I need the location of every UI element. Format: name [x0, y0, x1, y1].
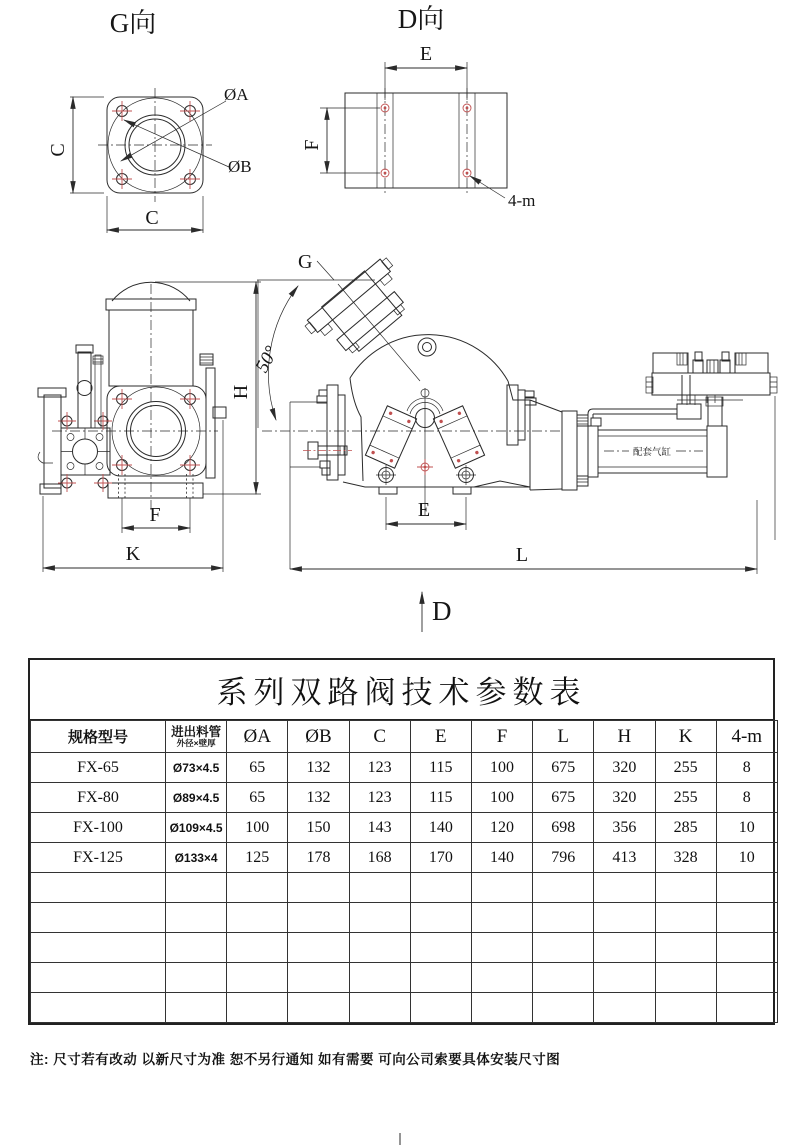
table-cell-empty: [471, 903, 532, 933]
table-cell: 65: [227, 753, 288, 783]
table-cell-empty: [410, 963, 471, 993]
table-row: [31, 783, 778, 813]
table-cell-empty: [288, 963, 349, 993]
table-cell-empty: [31, 873, 166, 903]
table-cell-empty: [533, 873, 594, 903]
table-cell-empty: [655, 933, 716, 963]
front-view: [38, 282, 261, 572]
table-header-row: [31, 721, 778, 753]
table-cell-empty: [655, 963, 716, 993]
table-cell: 100: [471, 753, 532, 783]
cylinder-label: 配套气缸: [632, 447, 672, 458]
table-cell-empty: [349, 933, 410, 963]
table-cell: 168: [349, 843, 410, 873]
table-cell-empty: [227, 933, 288, 963]
column-header-3: ØB: [288, 721, 349, 753]
table-cell-empty: [349, 993, 410, 1023]
table-cell-empty: [31, 963, 166, 993]
table-cell: Ø133×4: [166, 843, 227, 873]
table-cell-empty: [410, 873, 471, 903]
table-cell: 123: [349, 783, 410, 813]
table-cell-empty: [227, 903, 288, 933]
column-header-4: C: [349, 721, 410, 753]
table-cell: FX-80: [31, 783, 166, 813]
table-cell-empty: [227, 873, 288, 903]
table-cell: 320: [594, 753, 655, 783]
parameters-table: [28, 658, 775, 1025]
table-cell-empty: [166, 993, 227, 1023]
d-view-title: D向: [397, 4, 445, 34]
table-cell: 140: [471, 843, 532, 873]
table-cell: 132: [288, 753, 349, 783]
table-cell-empty: [471, 963, 532, 993]
table-cell: FX-125: [31, 843, 166, 873]
table-cell-empty: [288, 933, 349, 963]
angle-label: 50°: [251, 342, 283, 377]
column-header-2: ØA: [227, 721, 288, 753]
table-cell-empty: [349, 903, 410, 933]
bolt-count-label: 4-m: [508, 191, 536, 210]
right-gate-plate: [433, 406, 484, 468]
dim-e-side: E: [417, 499, 431, 521]
table-cell-empty: [410, 993, 471, 1023]
table-cell-empty: [655, 873, 716, 903]
table-cell: 413: [594, 843, 655, 873]
table-cell: FX-100: [31, 813, 166, 843]
d-direction-label: D: [432, 596, 452, 626]
d-view: [301, 4, 535, 210]
table-cell-empty: [166, 873, 227, 903]
table-cell-empty: [594, 993, 655, 1023]
table-cell: 140: [410, 813, 471, 843]
table-cell-empty: [166, 903, 227, 933]
table-cell: 132: [288, 783, 349, 813]
table-cell-empty: [716, 873, 777, 903]
table-cell-empty: [410, 933, 471, 963]
table-cell-empty: [31, 933, 166, 963]
table-cell: 255: [655, 783, 716, 813]
table-cell-empty: [716, 963, 777, 993]
table-cell-empty: [410, 903, 471, 933]
pneumatic-cylinder: [530, 375, 727, 490]
table-cell: 65: [227, 783, 288, 813]
table-cell: 125: [227, 843, 288, 873]
table-cell-empty: [716, 903, 777, 933]
side-view: [252, 251, 777, 632]
table-cell: 328: [655, 843, 716, 873]
table-row-empty: [31, 963, 778, 993]
table-cell-empty: [31, 993, 166, 1023]
inlet-flange: [302, 255, 420, 368]
table-cell-empty: [533, 963, 594, 993]
table-cell-empty: [471, 993, 532, 1023]
table-cell-empty: [594, 903, 655, 933]
table-cell-empty: [471, 933, 532, 963]
table-cell: 320: [594, 783, 655, 813]
column-header-8: H: [594, 721, 655, 753]
g-view-title: G向: [109, 8, 157, 38]
left-actuator: [38, 345, 112, 494]
table-cell-empty: [31, 903, 166, 933]
table-cell: 675: [533, 753, 594, 783]
table-cell: 100: [227, 813, 288, 843]
table-cell: 143: [349, 813, 410, 843]
table-cell: 120: [471, 813, 532, 843]
table-cell-empty: [349, 963, 410, 993]
table-cell: Ø89×4.5: [166, 783, 227, 813]
table-cell: 796: [533, 843, 594, 873]
g-view: [47, 8, 252, 233]
table-row-empty: [31, 873, 778, 903]
table-row: [31, 753, 778, 783]
column-header-0: 规格型号: [31, 721, 166, 753]
column-header-7: L: [533, 721, 594, 753]
section-g-label: G: [298, 251, 313, 273]
table-cell-empty: [594, 873, 655, 903]
dim-l: L: [515, 544, 529, 566]
table-cell-empty: [166, 933, 227, 963]
dia-a-label: ØA: [224, 85, 249, 104]
plate-outline: [345, 93, 507, 188]
table-cell-empty: [533, 933, 594, 963]
dim-h: H: [230, 384, 252, 400]
left-gate-plate: [365, 406, 416, 468]
table-cell-empty: [533, 993, 594, 1023]
dim-f-left: F: [301, 139, 323, 151]
dim-k: K: [125, 543, 141, 565]
table-cell: 255: [655, 753, 716, 783]
column-header-9: K: [655, 721, 716, 753]
footnote: 注: 尺寸若有改动 以新尺寸为准 恕不另行通知 如有需要 可向公司索要具体安装尺寸图: [30, 1052, 561, 1067]
table-title: 系列双路阀技术参数表: [30, 660, 773, 720]
parameters-grid: [30, 720, 778, 1023]
table-cell: 100: [471, 783, 532, 813]
column-header-1: 进出料管 外径×壁厚: [166, 721, 227, 753]
table-cell: 170: [410, 843, 471, 873]
table-cell: FX-65: [31, 753, 166, 783]
center-mark: [417, 459, 433, 475]
table-cell: 698: [533, 813, 594, 843]
table-cell-empty: [716, 993, 777, 1023]
table-cell: Ø109×4.5: [166, 813, 227, 843]
table-cell-empty: [227, 993, 288, 1023]
dim-f-front: F: [149, 504, 161, 526]
table-row: [31, 843, 778, 873]
table-cell: 150: [288, 813, 349, 843]
table-cell: 675: [533, 783, 594, 813]
table-cell: 123: [349, 753, 410, 783]
table-cell: 10: [716, 813, 777, 843]
column-header-5: E: [410, 721, 471, 753]
dim-c-left: C: [47, 143, 69, 157]
table-cell: 8: [716, 753, 777, 783]
table-cell-empty: [288, 993, 349, 1023]
table-cell-empty: [594, 963, 655, 993]
body-hump: [350, 335, 508, 381]
mount-holes: [381, 104, 471, 177]
table-cell: 115: [410, 783, 471, 813]
table-cell-empty: [166, 963, 227, 993]
table-row-empty: [31, 933, 778, 963]
table-cell-empty: [533, 903, 594, 933]
left-bracket: [303, 385, 352, 480]
table-cell: 356: [594, 813, 655, 843]
table-cell-empty: [288, 903, 349, 933]
column-header-6: F: [471, 721, 532, 753]
table-cell-empty: [288, 873, 349, 903]
column-header-10: 4-m: [716, 721, 777, 753]
table-cell-empty: [471, 873, 532, 903]
dim-c-bottom: C: [145, 207, 159, 229]
table-cell: 10: [716, 843, 777, 873]
table-row: [31, 813, 778, 843]
table-cell: Ø73×4.5: [166, 753, 227, 783]
dia-b-label: ØB: [228, 157, 252, 176]
table-cell-empty: [594, 933, 655, 963]
dim-e-top: E: [419, 43, 433, 65]
table-cell: 115: [410, 753, 471, 783]
table-cell-empty: [716, 933, 777, 963]
table-cell: 8: [716, 783, 777, 813]
table-cell-empty: [227, 963, 288, 993]
table-cell: 178: [288, 843, 349, 873]
table-row-empty: [31, 903, 778, 933]
table-cell-empty: [349, 873, 410, 903]
table-cell-empty: [655, 993, 716, 1023]
table-cell: 285: [655, 813, 716, 843]
table-cell-empty: [655, 903, 716, 933]
table-row-empty: [31, 993, 778, 1023]
fold-mark-layer: [0, 1125, 800, 1145]
